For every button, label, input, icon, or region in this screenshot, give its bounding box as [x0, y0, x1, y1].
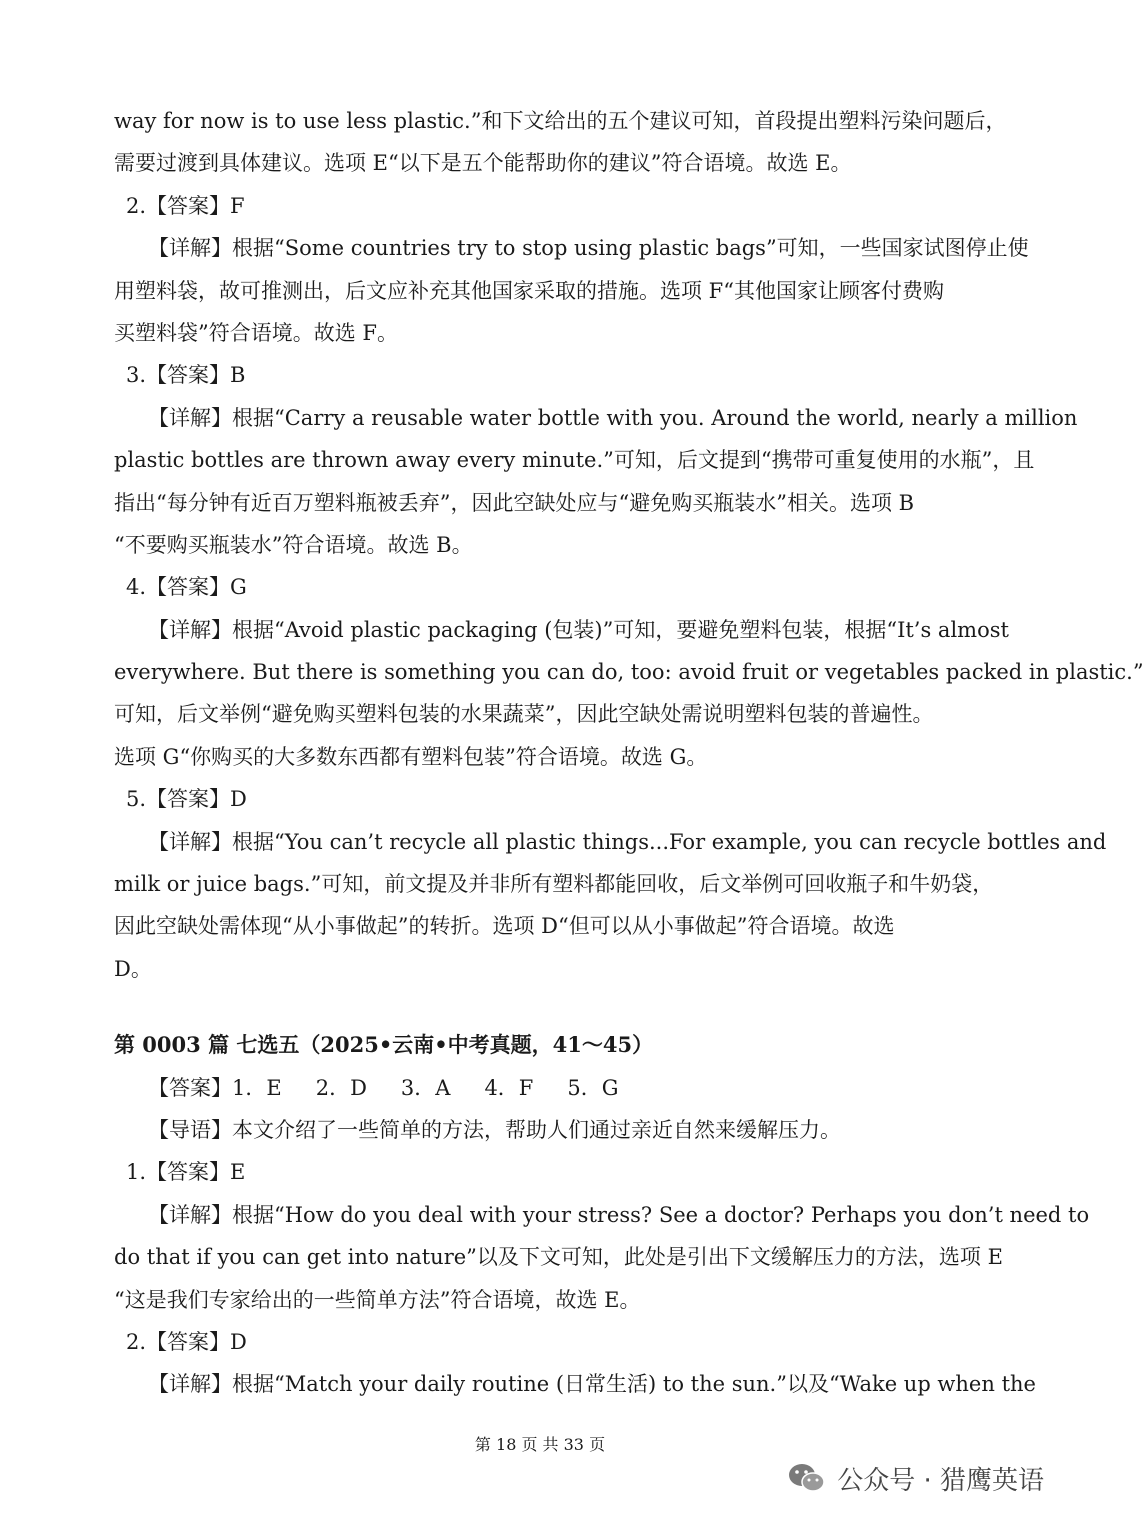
answer-key — [114, 1067, 970, 1109]
text-line: 需要过渡到具体建议。选项 E“以下是五个能帮助你的建议”符合语境。故选 E。 — [114, 151, 852, 176]
watermark — [787, 1460, 1044, 1497]
answer-item: 3．A — [400, 1075, 451, 1100]
answer-line: 5.【答案】D — [126, 787, 247, 812]
wechat-icon — [787, 1462, 827, 1496]
text-line: “这是我们专家给出的一些简单方法”符合语境，故选 E。 — [114, 1287, 641, 1312]
explanation-line: 【详解】根据“You can’t recycle all plastic things...For example, you can recycle bottles and — [148, 829, 1107, 854]
text-line: everywhere. But there is something you can do, too: avoid fruit or vegetables packed in plastic.” — [114, 660, 1144, 685]
text-line: milk or juice bags.”可知，前文提及并非所有塑料都能回收，后文举例可回收瓶子和牛奶袋， — [114, 872, 994, 897]
answer-line: 4.【答案】G — [126, 575, 247, 600]
text-line: 可知，后文举例“避免购买塑料包装的水果蔬菜”，因此空缺处需说明塑料包装的普遍性。 — [114, 702, 934, 727]
answer-item: 1．E — [232, 1075, 282, 1100]
explanation-line: 【详解】根据“How do you deal with your stress? See a doctor? Perhaps you don’t need to — [148, 1202, 1090, 1227]
page-footer: 第 18 页 共 33 页 — [474, 1435, 606, 1454]
text-line: D。 — [114, 956, 152, 981]
text-line: “不要购买瓶装水”符合语境。故选 B。 — [114, 532, 473, 557]
text-line: 指出“每分钟有近百万塑料瓶被丢弃”，因此空缺处应与“避免购买瓶装水”相关。选项 B — [114, 490, 915, 515]
explanation-line: 【详解】根据“Avoid plastic packaging (包装)”可知，要避免塑料包装，根据“It’s almost — [148, 617, 1009, 642]
text-line: do that if you can get into nature”以及下文可知，此处是引出下文缓解压力的方法，选项 E — [114, 1245, 1003, 1270]
answer-line: 3.【答案】B — [126, 363, 246, 388]
page-body — [114, 100, 1144, 1406]
answer-line: 1.【答案】E — [126, 1160, 246, 1185]
text-line: 因此空缺处需体现“从小事做起”的转折。选项 D“但可以从小事做起”符合语境。故选 — [114, 914, 895, 939]
text-line: plastic bottles are thrown away every minute.”可知，后文提到“携带可重复使用的水瓶”，且 — [114, 448, 1035, 473]
text-line: 用塑料袋，故可推测出，后文应补充其他国家采取的措施。选项 F“其他国家让顾客付费购 — [114, 278, 944, 303]
answer-item: 4．F — [484, 1075, 534, 1100]
answer-item: 5．G — [567, 1075, 619, 1100]
answer-line: 2.【答案】F — [126, 193, 245, 218]
answer-line: 2.【答案】D — [126, 1329, 247, 1354]
section-heading: 第 0003 篇 七选五（2025•云南•中考真题，41～45） — [114, 1032, 654, 1058]
guide-line: 【导语】本文介绍了一些简单的方法，帮助人们通过亲近自然来缓解压力。 — [148, 1117, 841, 1142]
section-gap — [114, 990, 970, 1024]
explanation-line: 【详解】根据“Match your daily routine (日常生活) to the sun.”以及“Wake up when the — [148, 1372, 1036, 1397]
answer-item: 2．D — [315, 1075, 367, 1100]
answer-key-label: 【答案】 — [148, 1075, 232, 1100]
text-line: 买塑料袋”符合语境。故选 F。 — [114, 320, 398, 345]
explanation-line: 【详解】根据“Some countries try to stop using plastic bags”可知，一些国家试图停止使 — [148, 236, 1029, 261]
text-line: way for now is to use less plastic.”和下文给出的五个建议可知，首段提出塑料污染问题后， — [114, 109, 1007, 133]
explanation-line: 【详解】根据“Carry a reusable water bottle with you. Around the world, nearly a million — [148, 405, 1078, 430]
watermark-text: 公众号 · 猎鹰英语 — [837, 1466, 1044, 1496]
text-line: 选项 G“你购买的大多数东西都有塑料包装”符合语境。故选 G。 — [114, 744, 708, 769]
